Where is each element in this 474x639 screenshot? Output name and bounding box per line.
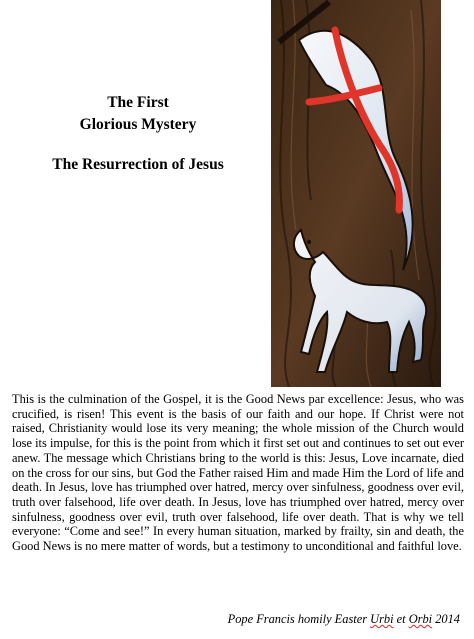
title-line-first: The First (107, 94, 169, 111)
attribution (228, 612, 460, 627)
homily-text: This is the culmination of the Gospel, it is the Good News par excellence: Jesus, who was crucified, is risen! This event is the basis of our faith and our hope. If Christ were not raised, Christianity would lose its very meaning; the whole mission of the Church would lose its impulse, for this is the point from which it first set out and continues to set out ever anew. The message which Christians bring to the world is this: Jesus, Love incarnate, died on the cross for our sins, but God the Father raised Him and made Him the Lord of life and death. In Jesus, love has triumphed over hatred, mercy over sinfulness, goodness over evil, truth over falsehood, life over death. In Jesus, love has triumphed over hatred, mercy over sinfulness, goodness over evil, truth over falsehood, life over death. That is why we tell everyone: “Come and see!” In every human situation, marked by frailty, sin and death, the Good News is no mere matter of words, but a testimony to unconditional and faithful love. (12, 392, 464, 554)
attribution-orbi: Orbi (408, 612, 433, 626)
carved-lamb-with-banner-icon (271, 0, 441, 387)
attribution-year: 2014 (432, 612, 460, 626)
attribution-et: et (393, 612, 409, 626)
attribution-urbi: Urbi (370, 612, 394, 626)
carved-lamb-image (271, 0, 441, 387)
title-block (18, 92, 258, 176)
attribution-prefix: Pope Francis homily Easter (227, 612, 371, 626)
title-line-mystery: Glorious Mystery (79, 116, 197, 133)
title-line-resurrection: The Resurrection of Jesus (52, 156, 224, 173)
